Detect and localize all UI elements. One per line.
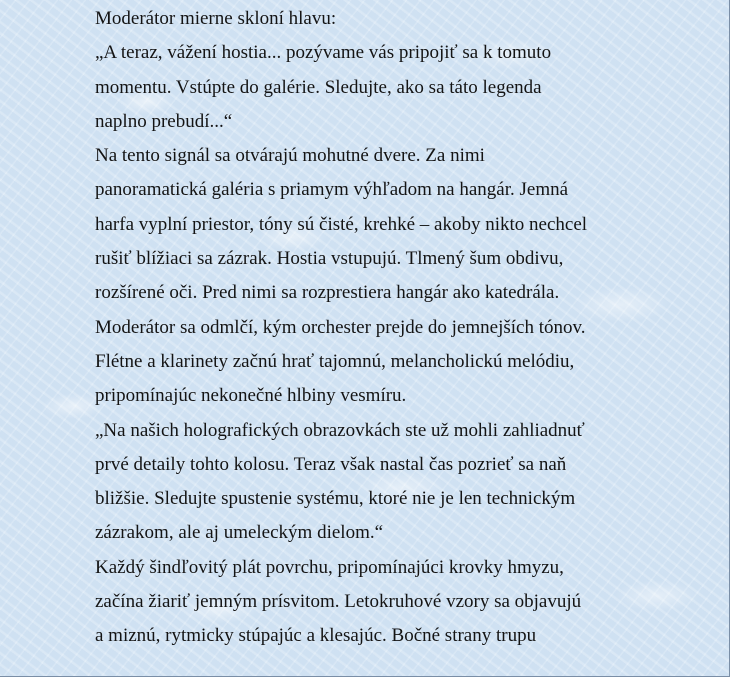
text-line: naplno prebudí...“ — [95, 110, 233, 132]
text-line: pripomínajúc nekonečné hlbiny vesmíru. — [95, 385, 407, 407]
text-line: momentu. Vstúpte do galérie. Sledujte, ako sa táto legenda — [95, 76, 542, 98]
document-text — [95, 2, 695, 654]
text-line: rozšírené oči. Pred nimi sa rozprestiera hangár ako katedrála. — [95, 282, 560, 304]
text-line: prvé detaily tohto kolosu. Teraz však nastal čas pozrieť sa naň — [95, 453, 567, 475]
text-line: harfa vyplní priestor, tóny sú čisté, krehké – akoby nikto nechcel — [95, 213, 588, 235]
text-line: „A teraz, vážení hostia... pozývame vás pripojiť sa k tomuto — [95, 42, 552, 64]
text-line: rušiť blížiaci sa zázrak. Hostia vstupujú. Tlmený šum obdivu, — [95, 248, 564, 270]
text-line: bližšie. Sledujte spustenie systému, ktoré nie je len technickým — [95, 488, 576, 510]
text-line: Každý šindľovitý plát povrchu, pripomínajúci krovky hmyzu, — [95, 556, 564, 578]
text-line: Na tento signál sa otvárajú mohutné dvere. Za nimi — [95, 145, 485, 167]
text-line: zázrakom, ale aj umeleckým dielom.“ — [95, 522, 384, 544]
text-line: Moderátor sa odmlčí, kým orchester prejde do jemnejších tónov. — [95, 316, 586, 338]
text-line: panoramatická galéria s priamym výhľadom na hangár. Jemná — [95, 179, 569, 201]
text-line: „Na našich holografických obrazovkách ste už mohli zahliadnuť — [95, 419, 585, 441]
text-line: začína žiariť jemným prísvitom. Letokruhové vzory sa objavujú — [95, 591, 582, 613]
text-line: a miznú, rytmicky stúpajúc a klesajúc. Bočné strany trupu — [95, 625, 537, 647]
text-line: Moderátor mierne skloní hlavu: — [95, 8, 337, 29]
text-line: Flétne a klarinety začnú hrať tajomnú, melancholickú melódiu, — [95, 350, 575, 372]
